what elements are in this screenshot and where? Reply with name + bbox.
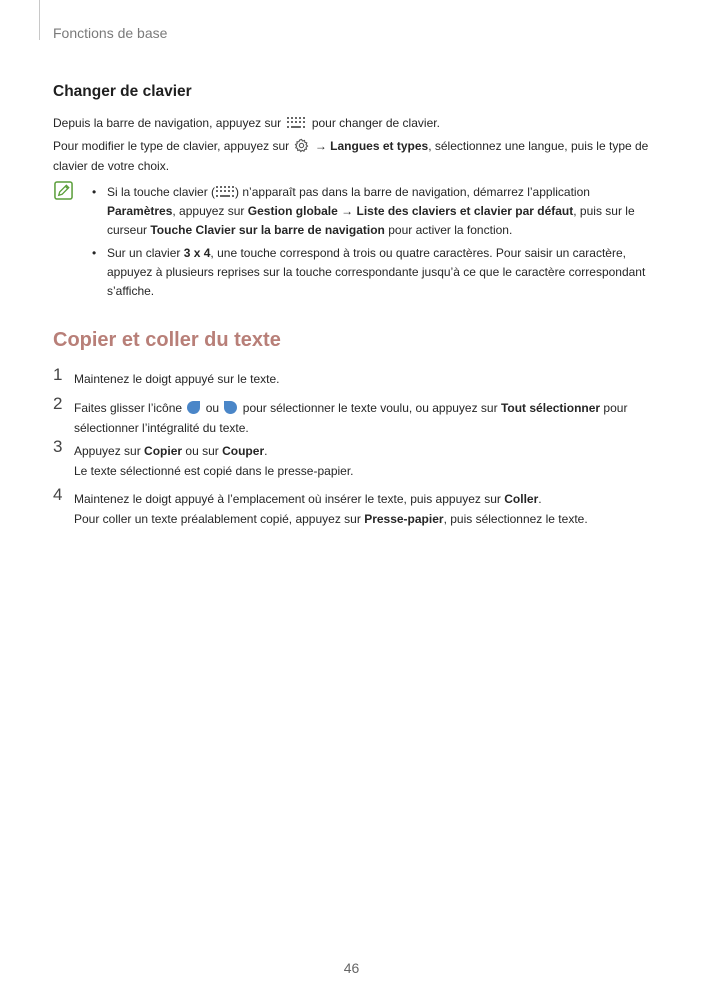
step-2: 2 Faites glisser l’icône ou pour sélectionner le texte voulu, ou appuyez sur Tout sélectionner pour sélectionner l’intégralité du texte. [53, 394, 628, 435]
step-4: 4 Maintenez le doigt appuyé à l’emplacement où insérer le texte, puis appuyez sur Coller. Pour coller un texte préalablement copié, appuyez sur Presse-papier, puis sélectionnez le texte. [53, 485, 588, 526]
note-item-2: • Sur un clavier 3 x 4, une touche correspond à trois ou quatre caractères. Pour saisir un caractère, appuyez à plusieurs reprises sur la touche correspondante jusqu’à ce que le caractère correspondant s’affiche. [92, 246, 646, 298]
change-keyboard-title: Changer de clavier [53, 83, 192, 100]
copy-paste-title: Copier et coller du texte [53, 329, 281, 351]
note-icon [54, 181, 73, 200]
change-keyboard-paragraph-1: Depuis la barre de navigation, appuyez sur pour changer de clavier. [53, 116, 440, 130]
selection-handle-left-icon [187, 401, 200, 414]
keyboard-icon [286, 116, 306, 130]
keyboard-icon [215, 185, 235, 199]
step-3: 3 Appuyez sur Copier ou sur Couper. Le texte sélectionné est copié dans le presse-papier. [53, 437, 354, 478]
header-rule [39, 0, 40, 40]
section-header: Fonctions de base [53, 25, 168, 41]
step-1: 1 Maintenez le doigt appuyé sur le texte. [53, 365, 280, 386]
note-item-1: • Si la touche clavier ( ) n’apparaît pas dans la barre de navigation, démarrez l’application Paramètres, appuyez sur Gestion globale → Liste des claviers et clavier par défaut, puis sur le curseur Touche Clavier sur la barre de navigation pour activer la fonction. [92, 185, 635, 237]
page-number: 46 [343, 960, 360, 976]
selection-handle-right-icon [224, 401, 237, 414]
change-keyboard-paragraph-2: Pour modifier le type de clavier, appuyez sur → Langues et types, sélectionnez une langue, puis le type de clavier de votre choix. [53, 139, 649, 173]
gear-icon [294, 138, 309, 153]
